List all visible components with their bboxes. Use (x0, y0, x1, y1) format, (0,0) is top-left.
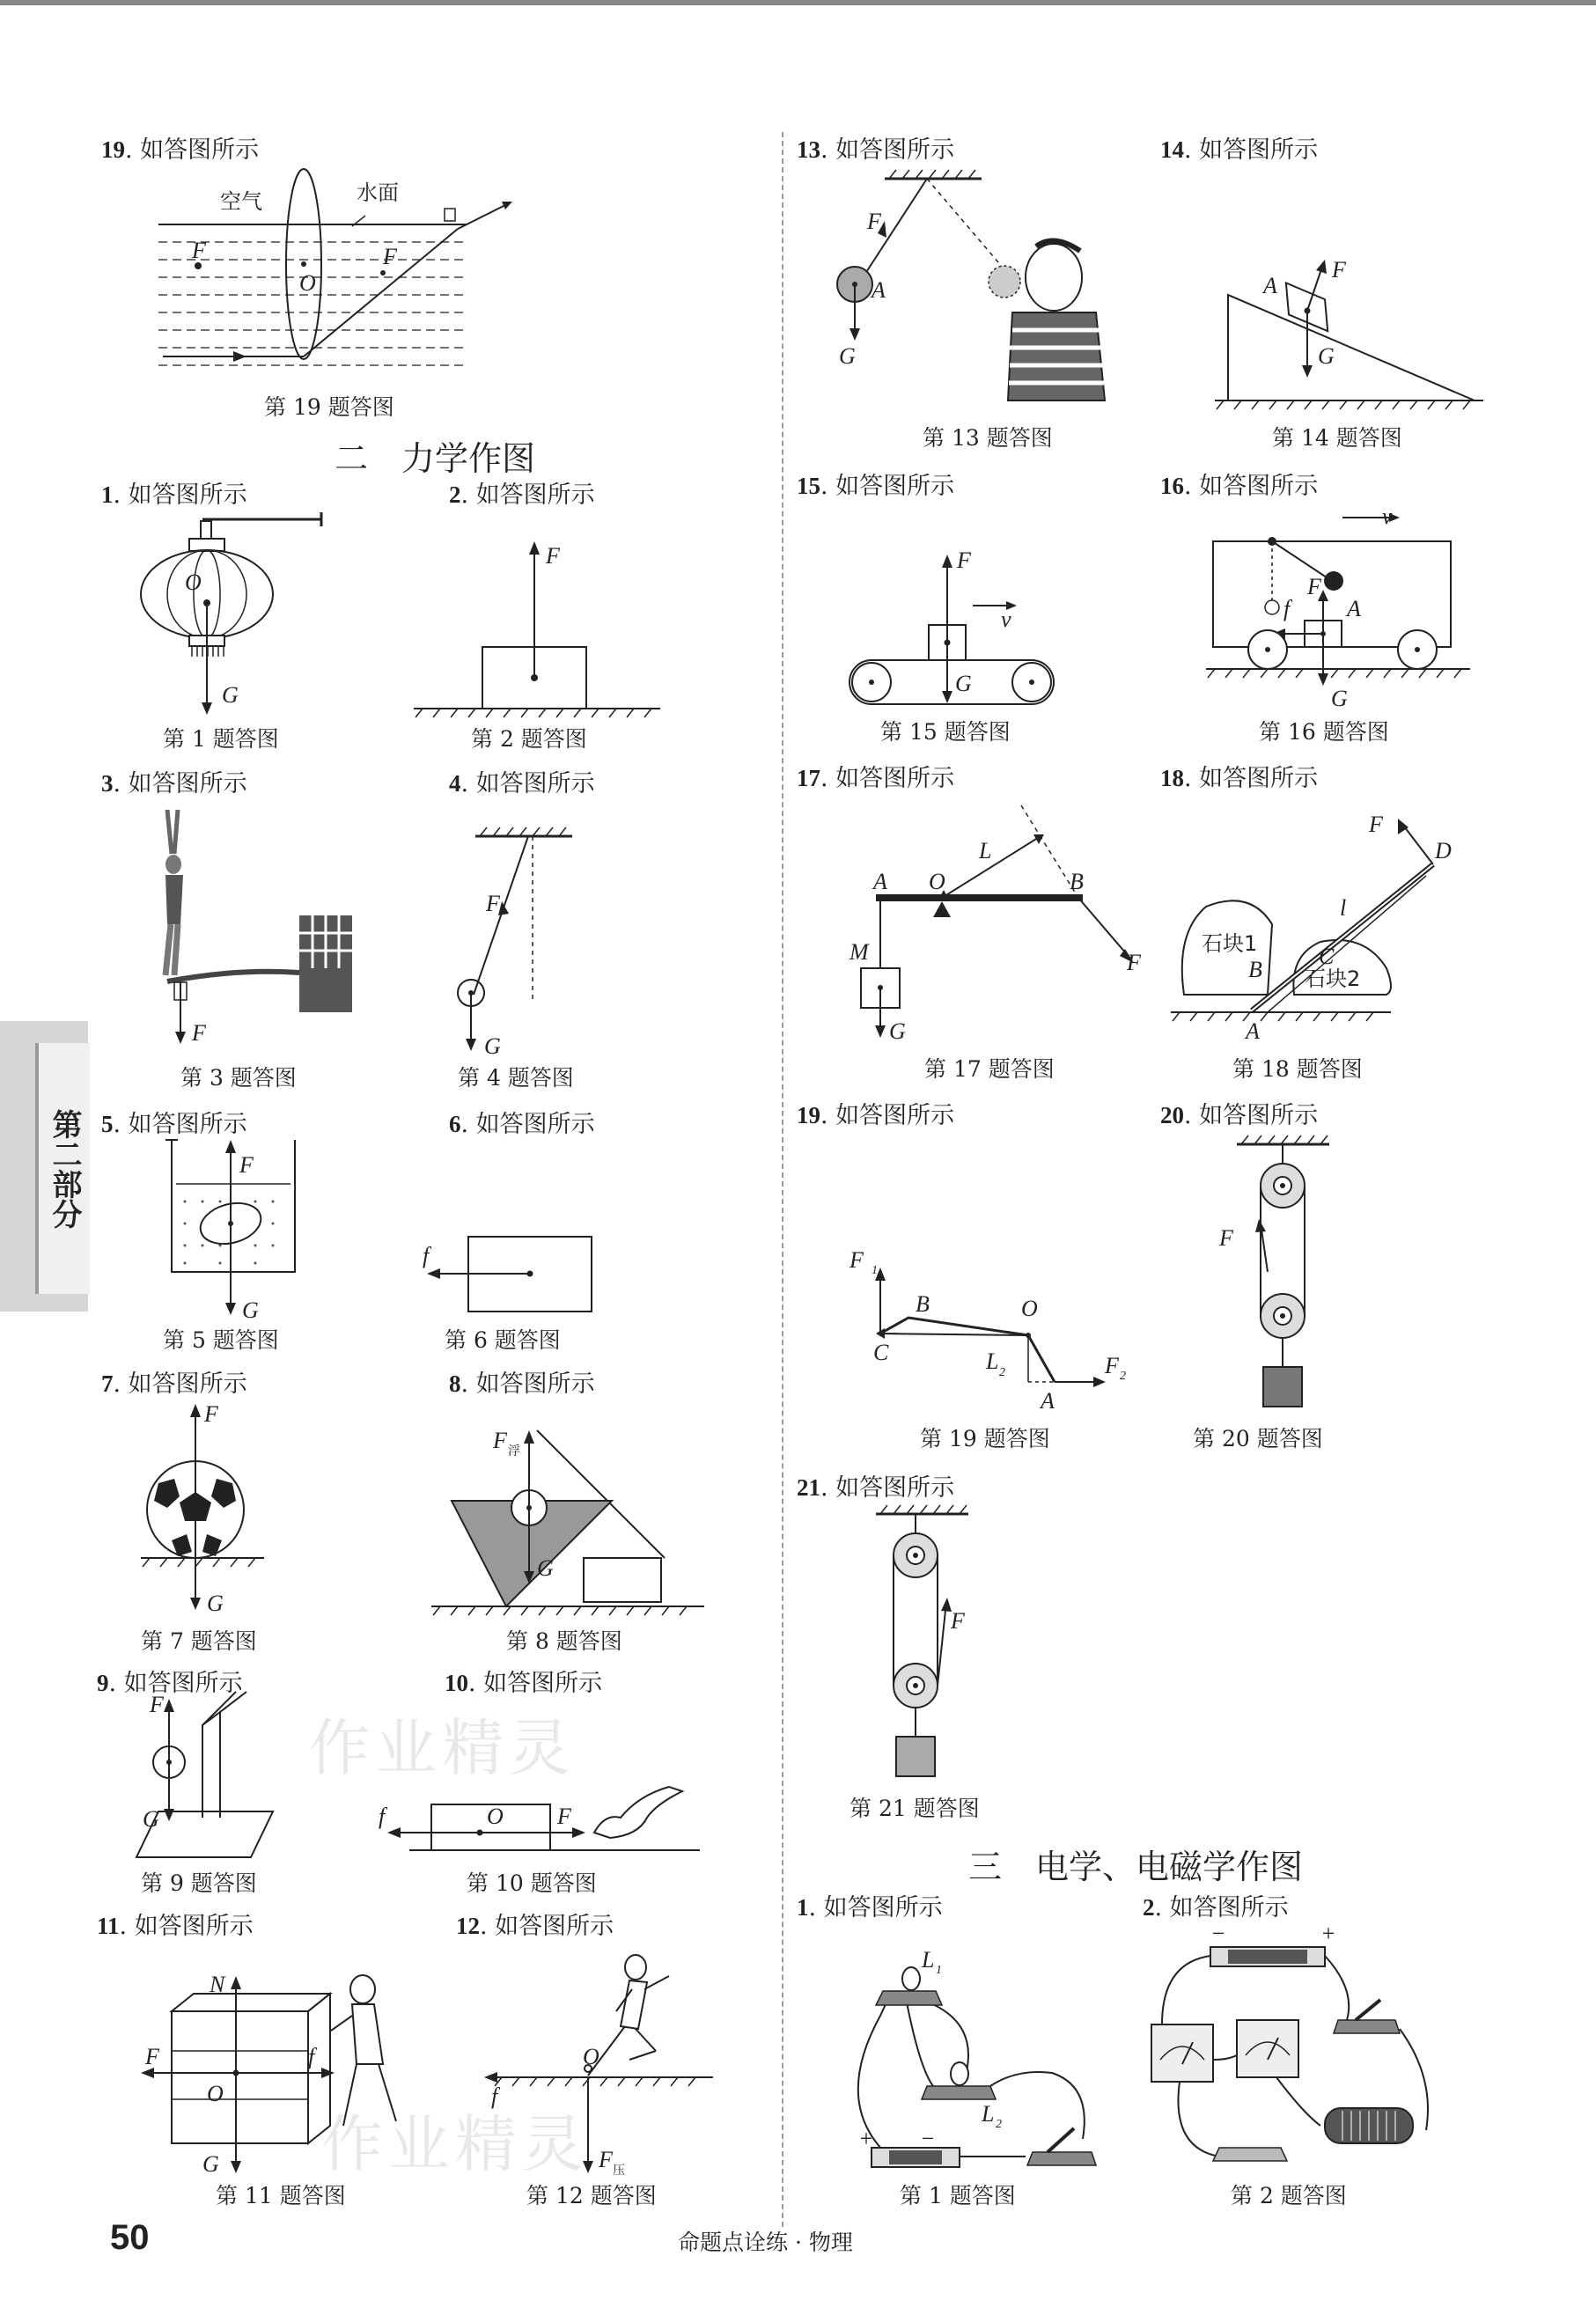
caption-7: 第 7 题答图 (141, 1628, 257, 1654)
svg-text:N: N (210, 1972, 225, 1997)
bracket-ball-diagram (132, 1690, 282, 1866)
caption-19-top: 第 19 题答图 (264, 394, 394, 420)
caption-e2: 第 2 题答图 (1231, 2183, 1347, 2208)
item-label-12: 12. 如答图所示 (456, 1913, 614, 1940)
svg-text:石块1: 石块1 (1202, 931, 1258, 956)
svg-text:石块2: 石块2 (1305, 966, 1361, 991)
svg-text:f: f (308, 2044, 315, 2069)
svg-text:L: L (982, 2101, 995, 2127)
caption-19: 第 19 题答图 (920, 1426, 1050, 1451)
item-label-11: 11. 如答图所示 (97, 1913, 254, 1940)
item-label-19-top: 19. 如答图所示 (101, 136, 260, 164)
svg-text:F: F (557, 1804, 571, 1829)
svg-text:G: G (202, 2151, 219, 2177)
item-label-3: 3. 如答图所示 (101, 770, 247, 797)
svg-text:F: F (204, 1401, 218, 1427)
svg-text:B: B (1070, 869, 1084, 894)
item-label-1: 1. 如答图所示 (101, 481, 247, 509)
svg-text:F: F (239, 1152, 254, 1178)
item-label-2: 2. 如答图所示 (449, 481, 595, 509)
svg-text:2: 2 (1120, 1370, 1126, 1383)
svg-text:M: M (849, 939, 869, 965)
svg-text:2: 2 (996, 2118, 1002, 2131)
svg-text:G: G (242, 1297, 259, 1323)
svg-text:F: F (486, 891, 500, 916)
svg-text:f: f (491, 2083, 498, 2109)
caption-13: 第 13 题答图 (923, 425, 1053, 451)
top-border (0, 0, 1596, 5)
svg-text:B: B (1248, 957, 1262, 982)
caption-20: 第 20 题答图 (1193, 1426, 1323, 1451)
item-label-e2: 2. 如答图所示 (1143, 1894, 1289, 1922)
svg-text:F: F (849, 1247, 864, 1273)
svg-text:G: G (839, 343, 856, 369)
svg-text:O: O (299, 270, 316, 296)
svg-text:f: f (379, 1804, 386, 1829)
caption-5: 第 5 题答图 (163, 1327, 279, 1353)
circuit-meters-diagram (1144, 1919, 1453, 2179)
svg-text:F: F (546, 543, 560, 569)
svg-text:F: F (192, 1020, 206, 1046)
bent-lever-diagram (836, 1237, 1144, 1426)
item-label-e1: 1. 如答图所示 (797, 1894, 943, 1922)
pulley-system-21-diagram (863, 1501, 1012, 1791)
caption-15: 第 15 题答图 (880, 719, 1011, 745)
column-divider (782, 132, 783, 2227)
item-label-15: 15. 如答图所示 (797, 473, 955, 500)
svg-text:F: F (957, 547, 971, 573)
svg-text:压: 压 (613, 2164, 625, 2178)
svg-text:1: 1 (872, 1264, 878, 1277)
caption-21: 第 21 题答图 (849, 1796, 980, 1821)
svg-text:L: L (922, 1947, 935, 1973)
svg-text:D: D (1435, 838, 1452, 863)
svg-text:G: G (1331, 686, 1348, 711)
optics-lens-diagram (150, 163, 519, 387)
svg-text:v: v (1001, 606, 1011, 632)
svg-text:f: f (1283, 596, 1291, 621)
lantern-diagram (132, 502, 335, 722)
item-label-21: 21. 如答图所示 (797, 1474, 955, 1502)
page-number: 50 (110, 2218, 150, 2257)
caption-18: 第 18 题答图 (1232, 1056, 1363, 1082)
block-on-ground-diagram (405, 528, 669, 722)
caption-12: 第 12 题答图 (526, 2183, 657, 2208)
caption-4: 第 4 题答图 (458, 1065, 574, 1091)
svg-text:F: F (493, 1428, 507, 1453)
svg-text:O: O (1021, 1296, 1038, 1321)
svg-text:O: O (185, 569, 202, 595)
svg-text:F: F (1105, 1353, 1119, 1378)
section-title-electric: 三 电学、电磁学作图 (968, 1848, 1304, 1886)
item-label-7: 7. 如答图所示 (101, 1370, 247, 1398)
item-label-6: 6. 如答图所示 (449, 1111, 595, 1138)
circuit-lamps-diagram (823, 1928, 1114, 2179)
item-label-18: 18. 如答图所示 (1160, 765, 1319, 792)
caption-14: 第 14 题答图 (1272, 425, 1402, 451)
svg-text:C: C (873, 1340, 889, 1365)
conveyor-belt-diagram (841, 546, 1070, 713)
svg-text:G: G (1318, 343, 1335, 369)
svg-text:F: F (1307, 574, 1321, 599)
svg-text:−: − (920, 2126, 936, 2151)
svg-text:F: F (599, 2147, 613, 2172)
svg-text:G: G (537, 1555, 554, 1581)
item-label-19: 19. 如答图所示 (797, 1102, 955, 1129)
incline-block-diagram (1210, 251, 1492, 414)
svg-text:F: F (951, 1608, 965, 1634)
item-label-14: 14. 如答图所示 (1160, 136, 1319, 164)
item-label-5: 5. 如答图所示 (101, 1111, 247, 1138)
svg-text:G: G (207, 1591, 224, 1616)
item-label-9: 9. 如答图所示 (97, 1670, 243, 1697)
svg-text:F: F (383, 244, 397, 269)
caption-2: 第 2 题答图 (471, 726, 587, 752)
svg-text:−: − (1210, 1921, 1226, 1946)
svg-text:A: A (1246, 1018, 1260, 1044)
pulley-system-20-diagram (1206, 1131, 1382, 1422)
item-label-4: 4. 如答图所示 (449, 770, 595, 797)
svg-text:F: F (1127, 950, 1141, 975)
diver-springboard-diagram (141, 801, 357, 1056)
svg-text:A: A (1263, 273, 1277, 298)
footer-title: 命题点诠练 · 物理 (678, 2230, 853, 2255)
svg-text:v: v (1382, 503, 1393, 529)
svg-text:G: G (484, 1033, 501, 1056)
svg-text:+: + (858, 2126, 874, 2151)
svg-text:C: C (1319, 944, 1335, 969)
caption-1: 第 1 题答图 (163, 726, 279, 752)
caption-9: 第 9 题答图 (141, 1870, 257, 1896)
svg-text:A: A (873, 869, 887, 894)
watermark: 作业精灵 (308, 1712, 576, 1784)
svg-text:A: A (872, 277, 886, 303)
svg-text:A: A (1347, 596, 1361, 621)
item-label-8: 8. 如答图所示 (449, 1370, 595, 1398)
soccer-ball-diagram (132, 1395, 308, 1624)
svg-text:f: f (423, 1243, 430, 1268)
item-label-13: 13. 如答图所示 (797, 136, 955, 164)
svg-text:F: F (867, 209, 881, 234)
crowbar-rocks-diagram (1171, 801, 1470, 1052)
item-label-17: 17. 如答图所示 (797, 765, 955, 792)
caption-8: 第 8 题答图 (506, 1628, 622, 1654)
svg-text:G: G (222, 682, 239, 708)
caption-e1: 第 1 题答图 (900, 2183, 1016, 2208)
caption-3: 第 3 题答图 (180, 1065, 297, 1091)
svg-text:O: O (487, 1804, 504, 1829)
section-side-tab (0, 1021, 88, 1312)
svg-text:F: F (1369, 812, 1383, 837)
svg-text:空气: 空气 (220, 189, 262, 214)
svg-text:L: L (986, 1348, 999, 1374)
svg-text:F: F (192, 238, 206, 263)
wedge-float-diagram (427, 1422, 709, 1624)
svg-text:浮: 浮 (508, 1444, 520, 1459)
svg-text:B: B (916, 1291, 930, 1317)
svg-text:F: F (145, 2044, 159, 2069)
lever-diagram (845, 801, 1153, 1047)
item-label-10: 10. 如答图所示 (445, 1670, 603, 1697)
svg-text:1: 1 (936, 1964, 942, 1977)
block-friction-diagram (414, 1228, 607, 1325)
beaker-float-diagram (158, 1135, 317, 1329)
section-title-mechanics: 二 力学作图 (335, 439, 536, 478)
svg-text:G: G (143, 1806, 159, 1832)
svg-text:l: l (1340, 895, 1347, 921)
item-label-20: 20. 如答图所示 (1160, 1102, 1319, 1129)
svg-text:A: A (1041, 1388, 1055, 1414)
caption-6: 第 6 题答图 (445, 1327, 561, 1353)
svg-text:G: G (955, 671, 972, 696)
pendulum-boy-diagram (823, 163, 1114, 414)
svg-text:O: O (207, 2081, 224, 2106)
svg-text:L: L (979, 838, 992, 863)
item-label-16: 16. 如答图所示 (1160, 473, 1319, 500)
caption-11: 第 11 题答图 (216, 2183, 346, 2208)
svg-text:O: O (929, 869, 945, 894)
caption-16: 第 16 题答图 (1259, 719, 1389, 745)
svg-text:G: G (889, 1018, 906, 1044)
hanging-ball-diagram (431, 823, 599, 1056)
svg-text:水面: 水面 (357, 180, 399, 205)
svg-text:+: + (1320, 1921, 1336, 1946)
caption-17: 第 17 题答图 (924, 1056, 1055, 1082)
svg-text:F: F (150, 1692, 164, 1717)
watermark: 作业精灵 (321, 2108, 589, 2180)
svg-text:2: 2 (999, 1366, 1005, 1379)
svg-text:F: F (1219, 1225, 1233, 1251)
cart-pendulum-diagram (1206, 502, 1505, 713)
svg-text:O: O (583, 2044, 599, 2069)
svg-text:F: F (1332, 257, 1346, 283)
caption-10: 第 10 题答图 (467, 1870, 597, 1896)
side-tab-label: 第二部分 (35, 1043, 90, 1294)
